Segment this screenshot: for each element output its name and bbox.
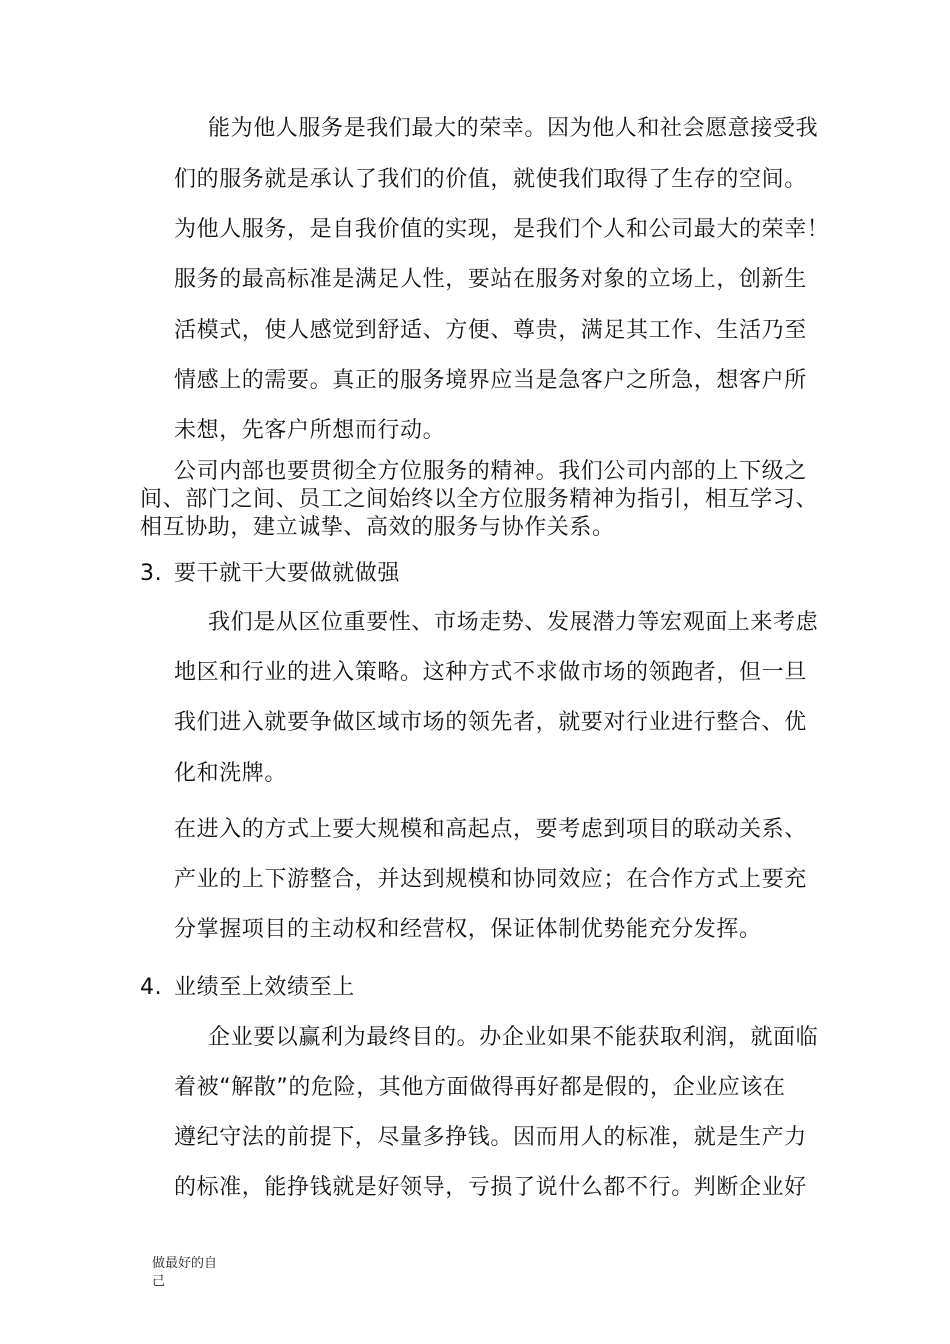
- section-3-title: 要干就干大要做就做强: [174, 561, 401, 586]
- section-3-heading: [140, 559, 400, 589]
- paragraph-2-line-2: 间、部门之间、员工之间始终以全方位服务精神为指引，相互学习、: [140, 487, 819, 512]
- paragraph-5-line-2: 着被“解散”的危险，其他方面做得再好都是假的，企业应该在: [174, 1075, 786, 1100]
- paragraph-3-line-3: 我们进入就要争做区域市场的领先者，就要对行业进行整合、优: [174, 710, 807, 735]
- paragraph-1-line-4: 服务的最高标准是满足人性，要站在服务对象的立场上，创新生: [174, 267, 807, 292]
- section-3-number: 3.: [140, 561, 163, 586]
- footer-text-line-2: 己: [152, 1274, 166, 1289]
- paragraph-2-line-1: 公司内部也要贯彻全方位服务的精神。我们公司内部的上下级之: [174, 459, 807, 484]
- section-4-number: 4.: [140, 975, 163, 1000]
- paragraph-2-line-3: 相互协助，建立诚挚、高效的服务与协作关系。: [140, 515, 615, 540]
- paragraph-4-line-3: 分掌握项目的主动权和经营权，保证体制优势能充分发挥。: [174, 917, 762, 942]
- paragraph-1-line-5: 活模式，使人感觉到舒适、方便、尊贵，满足其工作、生活乃至: [174, 318, 807, 343]
- paragraph-1-line-1: 能为他人服务是我们最大的荣幸。因为他人和社会愿意接受我: [208, 116, 819, 141]
- section-4-heading: [140, 973, 355, 1003]
- paragraph-1-line-6: 情感上的需要。真正的服务境界应当是急客户之所急，想客户所: [174, 368, 807, 393]
- paragraph-3-line-4: 化和洗牌。: [174, 761, 288, 786]
- paragraph-3-line-1: 我们是从区位重要性、市场走势、发展潜力等宏观面上来考虑: [208, 610, 819, 635]
- paragraph-5-line-3: 遵纪守法的前提下，尽量多挣钱。因而用人的标准，就是生产力: [174, 1125, 807, 1150]
- paragraph-5-line-4: 的标准，能挣钱就是好领导，亏损了说什么都不行。判断企业好: [174, 1175, 807, 1200]
- paragraph-5-line-1: 企业要以赢利为最终目的。办企业如果不能获取利润，就面临: [208, 1025, 819, 1050]
- paragraph-1-line-7: 未想，先客户所想而行动。: [174, 418, 446, 443]
- paragraph-1-line-3: 为他人服务，是自我价值的实现，是我们个人和公司最大的荣幸！: [174, 217, 830, 242]
- paragraph-3-line-2: 地区和行业的进入策略。这种方式不求做市场的领跑者，但一旦: [174, 660, 807, 685]
- paragraph-4-line-1: 在进入的方式上要大规模和高起点，要考虑到项目的联动关系、: [174, 817, 807, 842]
- paragraph-1-line-2: 们的服务就是承认了我们的价值，就使我们取得了生存的空间。: [174, 167, 807, 192]
- footer-text-line-1: 做最好的自: [152, 1256, 218, 1271]
- section-4-title: 业绩至上效绩至上: [174, 975, 355, 1000]
- paragraph-4-line-2: 产业的上下游整合，并达到规模和协同效应；在合作方式上要充: [174, 867, 807, 892]
